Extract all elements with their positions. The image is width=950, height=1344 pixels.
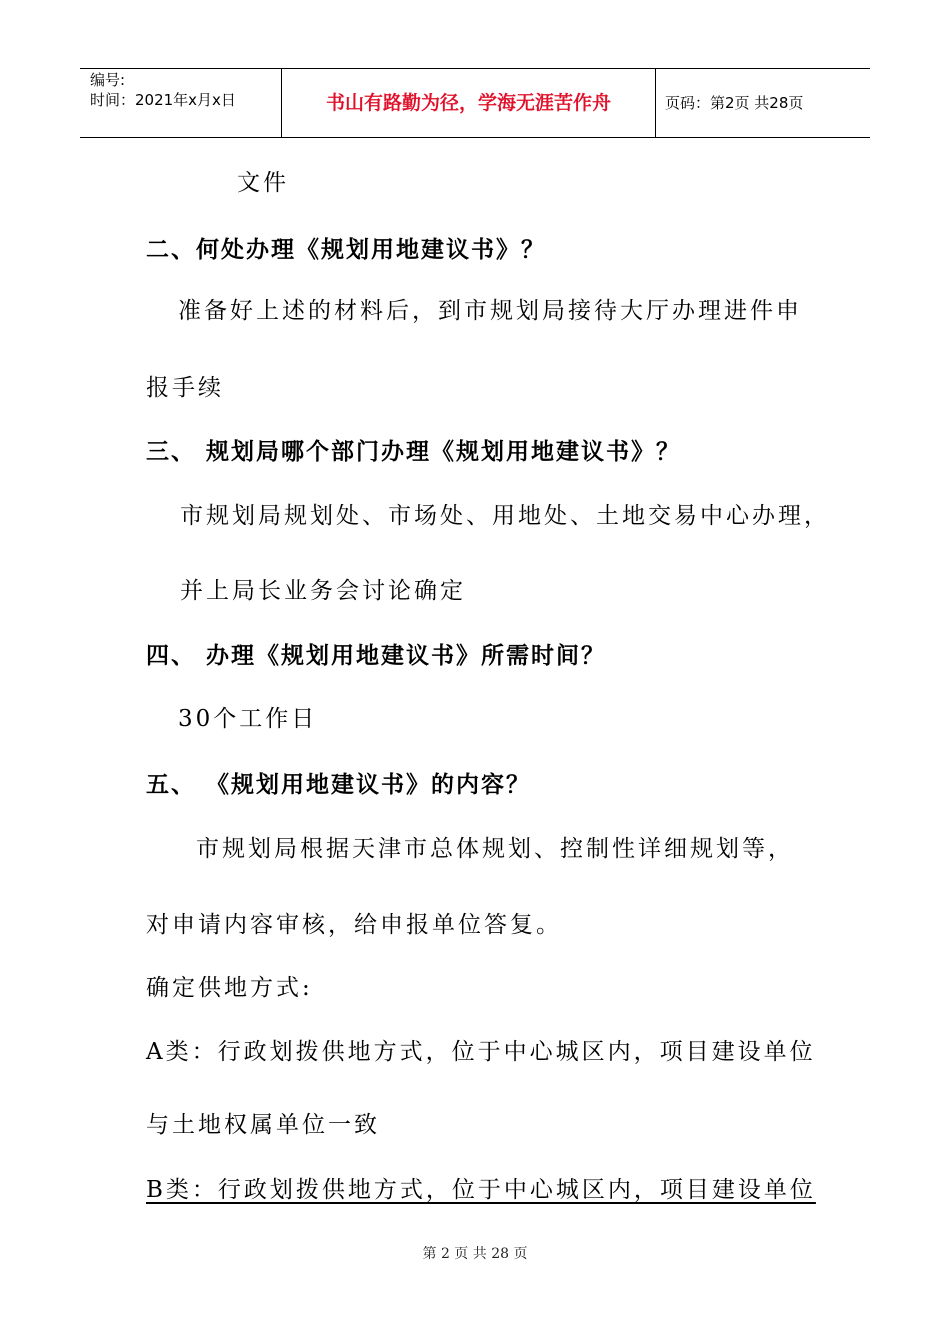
header-page-cell: [655, 69, 870, 137]
header-motto-cell: [281, 69, 656, 137]
motto-text: 书山有路勤为径，学海无涯苦作舟: [325, 92, 611, 114]
body-line: 市规划局规划处、市场处、用地处、土地交易中心办理，: [180, 503, 830, 529]
section-heading: 五、 《规划用地建议书》的内容？: [146, 771, 532, 798]
number-label: 编号:: [90, 71, 126, 89]
page-header: [80, 68, 870, 138]
body-line: 30个工作日: [178, 706, 318, 732]
body-line: 准备好上述的材料后，到市规划局接待大厅办理进件申: [178, 298, 802, 324]
header-meta-cell: [80, 69, 281, 137]
body-line: 报手续: [146, 375, 224, 401]
body-line: 市规划局根据天津市总体规划、控制性详细规划等，: [196, 836, 794, 862]
body-line-underlined: B类：行政划拨供地方式，位于中心城区内，项目建设单位: [146, 1177, 816, 1203]
body-line: 对申请内容审核，给申报单位答复。: [146, 912, 562, 938]
body-line: 确定供地方式:: [146, 975, 313, 1001]
section-heading: 四、 办理《规划用地建议书》所需时间？: [146, 642, 607, 669]
body-line: A类：行政划拨供地方式，位于中心城区内，项目建设单位: [146, 1039, 816, 1065]
body-line: 与土地权属单位一致: [146, 1112, 380, 1138]
body-line: 并上局长业务会讨论确定: [180, 578, 466, 604]
section-heading: 三、 规划局哪个部门办理《规划用地建议书》？: [146, 438, 682, 465]
page-footer: 第 2 页 共 28 页: [422, 1246, 528, 1262]
section-heading: 二、何处办理《规划用地建议书》？: [146, 236, 546, 263]
page-info: 页码：第2页 共28页: [665, 94, 804, 112]
time-label: 时间：2021年x月x日: [90, 91, 236, 109]
body-line: 文件: [237, 170, 289, 196]
